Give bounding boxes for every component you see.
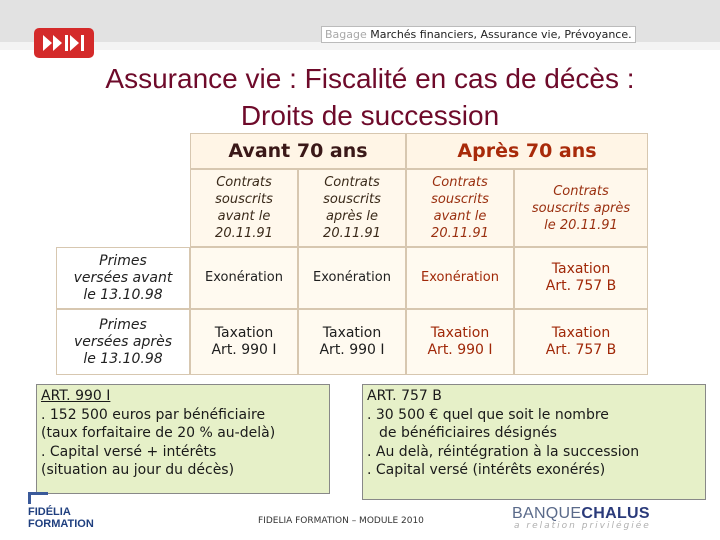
cell-r2-c1: Taxation Art. 990 I [190,309,298,375]
row-header-apres: Primes versées après le 13.10.98 [56,309,190,375]
note-right-line3: . Au delà, réintégration à la succession [367,443,640,460]
fidelia-line1: FIDÉLIA [28,506,71,518]
cell-r2-c3: Taxation Art. 990 I [406,309,514,375]
banque-tagline: a relation privilégiée [514,521,651,531]
header-apres-70: Après 70 ans [406,133,648,169]
fidelia-line2: FORMATION [28,518,94,530]
note-right-line1: . 30 500 € quel que soit le nombre [367,406,609,423]
note-right-line2: de bénéficiaires désignés [379,425,557,441]
breadcrumb-rest: Marchés financiers, Assurance vie, Prévoyance. [366,28,632,41]
page-title [0,60,720,134]
header-avant-70: Avant 70 ans [190,133,406,169]
sub-header-4: Contrats souscrits après le 20.11.91 [514,169,648,247]
note-left-line4: (situation au jour du décès) [41,462,235,478]
note-art-757b [362,384,706,500]
banque-part2: CHALUS [581,505,650,522]
fast-forward-logo-icon [34,28,94,58]
sub-header-3: Contrats souscrits avant le 20.11.91 [406,169,514,247]
banque-part1: BANQUE [512,505,582,522]
cell-r1-c1: Exonération [190,247,298,309]
cell-r2-c2: Taxation Art. 990 I [298,309,406,375]
note-art-990i [36,384,330,494]
note-right-line4: . Capital versé (intérêts exonérés) [367,462,606,478]
note-left-line3: . Capital versé + intérêts [41,443,217,460]
fidelia-logo-icon [28,492,48,504]
fiscal-table [56,133,650,377]
fidelia-logo-text [28,506,94,530]
cell-r2-c4: Taxation Art. 757 B [514,309,648,375]
row-header-avant: Primes versées avant le 13.10.98 [56,247,190,309]
footer-text: FIDELIA FORMATION – MODULE 2010 [258,516,424,526]
cell-r1-c2: Exonération [298,247,406,309]
note-left-title: ART. 990 I [41,388,111,404]
cell-r1-c3: Exonération [406,247,514,309]
sub-header-2: Contrats souscrits après le 20.11.91 [298,169,406,247]
breadcrumb [321,26,636,43]
breadcrumb-first: Bagage [325,28,367,41]
page-title-line1: Assurance vie : Fiscalité en cas de décès : [105,63,635,94]
page-title-line2: Droits de succession [240,100,500,131]
fidelia-logo [28,492,94,530]
cell-r1-c4: Taxation Art. 757 B [514,247,648,309]
header-band-lower [0,42,720,50]
note-left-line2: (taux forfaitaire de 20 % au-delà) [41,425,276,441]
sub-header-1: Contrats souscrits avant le 20.11.91 [190,169,298,247]
note-right-title: ART. 757 B [367,388,442,404]
note-left-line1: . 152 500 euros par bénéficiaire [41,406,266,423]
